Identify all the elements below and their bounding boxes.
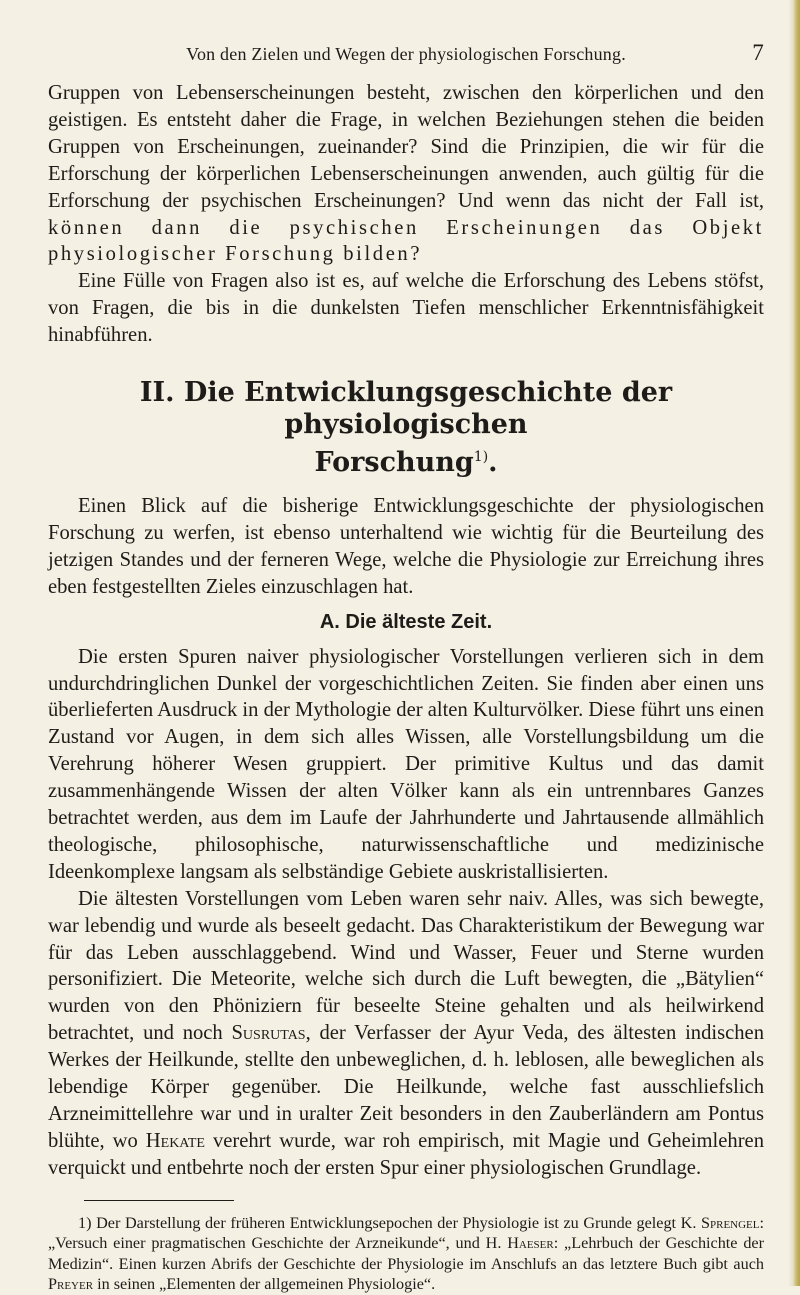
paragraph: Die ältesten Vorstellungen vom Leben waren sehr naiv. Alles, was sich bewegte, war lebendig und wurde als beseelt gedacht. Das Charakteristikum der Bewegung war für das Leben ausschlaggebend. Wind und Wasser, Feuer und Sterne wurden personifiziert. Die Meteorite, welche sich durch die Luft bewegten, die „Bätylien“ wurden von den Phöniziern für beseelte Steine gehalten und als heilwirkend betrachtet, und noch Susrutas, der Verfasser der Ayur Veda, des ältesten indischen Werkes der Heilkunde, stellte den unbeweglichen, d. h. leblosen, alle beweglichen als lebendige Körper gegenüber. Die Heilkunde, welche fast ausschliefslich Arzneimittellehre war und in uralter Zeit besonders in den Zauberländern am Pontus blühte, wo Hekate verehrt wurde, war roh empirisch, mit Magie und Geheimlehren verquickt und entbehrte noch der ersten Spur einer physiologischen Grundlage. [48, 887, 764, 1179]
emphasized-text: können dann die psychischen Erscheinungen das Objekt physiologischer Forschung bilden? [48, 216, 764, 266]
footnote: 1) Der Darstellung der früheren Entwicklungsepochen der Physiologie ist zu Grunde gelegt K. Sprengel: „Versuch einer pragmatischen Geschichte der Arzneikunde“, und H. Haeser: „Lehrbuch der Geschichte der Medizin“. Einen kurzen Abrifs der Geschichte der Physiologie im Anschlufs an das letztere Buch gibt auch Preyer in seinen „Elementen der allgemeinen Physiologie“. [48, 1213, 764, 1294]
footnote-marker: 1) [473, 449, 489, 466]
person-name: Sprengel [700, 1213, 760, 1232]
page-edge [788, 0, 800, 1286]
person-name: Preyer [48, 1275, 94, 1294]
page-number: 7 [752, 40, 764, 65]
running-head-title: Von den Zielen und Wegen der physiologischen Forschung. [186, 44, 626, 64]
book-page [48, 0, 764, 1295]
paragraph: Die ersten Spuren naiver physiologischer Vorstellungen verlieren sich in dem undurchdringlichen Dunkel der vorgeschichtlichen Zeiten. Sie finden aber einen uns überlieferten Ausdruck in der Mythologie der alten Kulturvölker. Diese führt uns einen Zustand vor Augen, in dem sich alles Wissen, alle Vorstellungsbildung um die Verehrung höherer Wesen gruppiert. Der primitive Kultus und das damit zusammenhängende Wissen der alten Völker kann als ein untrennbares Ganzes betrachtet werden, aus dem im Laufe der Jahrhunderte und Jahrtausende allmählich theologische, philosophische, naturwissenschaftliche und medizinische Ideenkomplexe langsam als selbständige Gebiete auskristallisierten. [48, 645, 765, 883]
running-head [48, 40, 764, 80]
footnote-divider [84, 1200, 234, 1201]
paragraph: Eine Fülle von Fragen also ist es, auf welche die Erforschung des Lebens stöfst, von Fragen, die bis in die dunkelsten Tiefen menschlicher Erkenntnisfähigkeit hinabführen. [48, 270, 764, 347]
person-name: Susrutas [231, 1022, 306, 1045]
paragraph: Gruppen von Lebenserscheinungen besteht, zwischen den körperlichen und den geistigen. Es entsteht daher die Frage, in welchen Beziehungen stehen die beiden Gruppen von Erscheinungen, zueinander? Sind die Prinzipien, die wir für die Erforschung der körperlichen Lebenserscheinungen anwenden, auch gültig für die Erforschung der psychischen Erscheinungen? Und wenn das nicht der Fall ist, können dann die psychischen Erscheinungen das Objekt physiologischer Forschung bilden? [48, 82, 764, 266]
person-name: Hekate [145, 1129, 205, 1152]
main-text [48, 80, 764, 1182]
section-heading: II. Die Entwicklungsgeschichte der physiologischen Forschung$^{1)}$. [139, 377, 673, 479]
paragraph: Einen Blick auf die bisherige Entwicklungsgeschichte der physiologischen Forschung zu werfen, ist ebenso unterhaltend wie wichtig für die Beurteilung des jetzigen Standes und der ferneren Wege, welche die Physiologie zur Erreichung ihres eben festgestellten Zieles einzuschlagen hat. [48, 495, 764, 598]
person-name: Haeser [507, 1234, 554, 1253]
subsection-heading: A. Die älteste Zeit. [319, 610, 493, 633]
